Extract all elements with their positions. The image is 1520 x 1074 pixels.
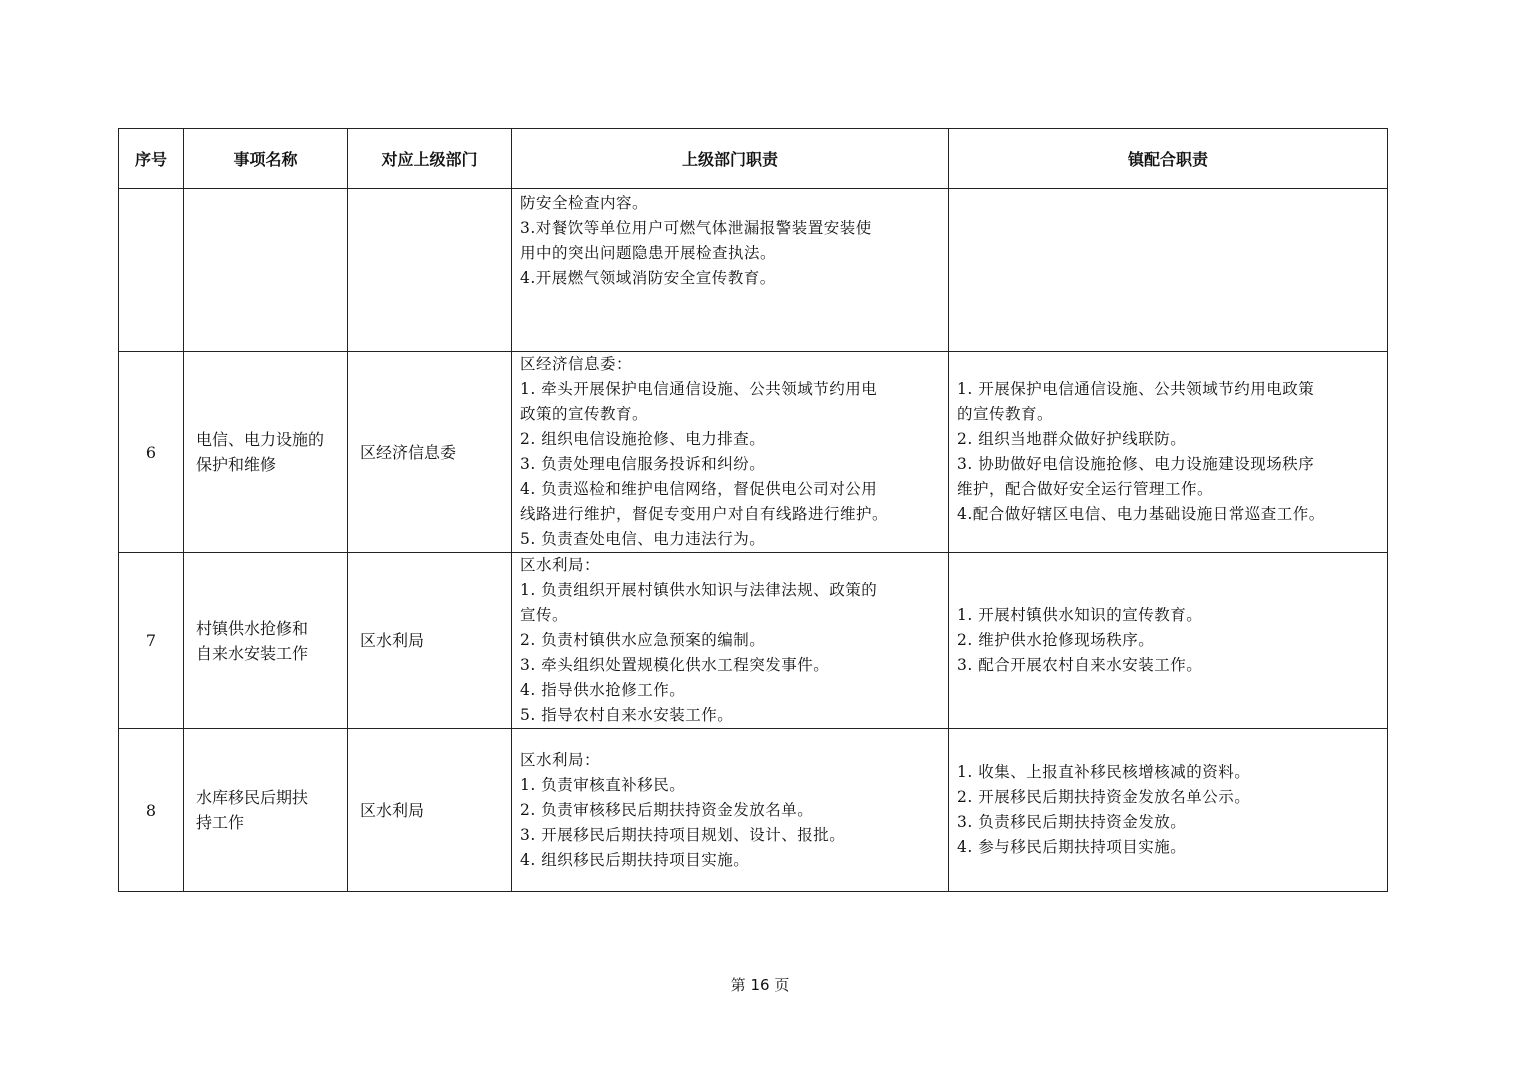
header-dept: 对应上级部门 bbox=[348, 129, 512, 189]
duty-line: 4. 组织移民后期扶持项目实施。 bbox=[520, 850, 750, 869]
duties-table bbox=[118, 128, 1388, 892]
duty-line: 1. 负责审核直补移民。 bbox=[520, 775, 686, 794]
town-line: 4. 参与移民后期扶持项目实施。 bbox=[957, 838, 1187, 856]
dept-cell: 区水利局 bbox=[348, 553, 512, 729]
table-row bbox=[119, 553, 1388, 729]
duty-line: 5. 负责查处电信、电力违法行为。 bbox=[520, 530, 766, 548]
duty-line: 4.开展燃气领域消防安全宣传教育。 bbox=[520, 269, 776, 287]
duty-line: 3. 负责处理电信服务投诉和纠纷。 bbox=[520, 455, 766, 473]
town-cell bbox=[949, 729, 1388, 892]
town-line: 2. 组织当地群众做好护线联防。 bbox=[957, 430, 1187, 448]
duty-line: 1. 负责组织开展村镇供水知识与法律法规、政策的 bbox=[520, 581, 878, 599]
table-row bbox=[119, 189, 1388, 352]
duty-line: 3.对餐饮等单位用户可燃气体泄漏报警装置安装使 bbox=[520, 219, 872, 237]
town-line: 3. 负责移民后期扶持资金发放。 bbox=[957, 813, 1187, 831]
seq-cell: 7 bbox=[119, 553, 184, 729]
town-line: 2. 开展移民后期扶持资金发放名单公示。 bbox=[957, 788, 1251, 806]
duty-line: 2. 组织电信设施抢修、电力排查。 bbox=[520, 430, 766, 448]
duty-line: 3. 开展移民后期扶持项目规划、设计、报批。 bbox=[520, 825, 846, 844]
duty-cell bbox=[512, 729, 949, 892]
town-line: 维护，配合做好安全运行管理工作。 bbox=[957, 480, 1214, 498]
town-line: 1. 收集、上报直补移民核增核减的资料。 bbox=[957, 763, 1251, 781]
dept-cell: 区经济信息委 bbox=[348, 352, 512, 553]
name-cell bbox=[184, 729, 348, 892]
seq-cell: 8 bbox=[119, 729, 184, 892]
dept-cell: 区水利局 bbox=[348, 729, 512, 892]
header-row bbox=[119, 129, 1388, 189]
name-line: 水库移民后期扶 bbox=[196, 788, 309, 807]
table-row bbox=[119, 352, 1388, 553]
town-cell bbox=[949, 553, 1388, 729]
town-line: 4.配合做好辖区电信、电力基础设施日常巡查工作。 bbox=[957, 505, 1325, 523]
town-cell bbox=[949, 352, 1388, 553]
dept-cell bbox=[348, 189, 512, 352]
duty-line: 区水利局： bbox=[520, 750, 601, 769]
header-town: 镇配合职责 bbox=[949, 129, 1388, 189]
duty-line: 2. 负责审核移民后期扶持资金发放名单。 bbox=[520, 800, 814, 819]
page-number bbox=[0, 974, 1520, 995]
header-name: 事项名称 bbox=[184, 129, 348, 189]
name-cell bbox=[184, 189, 348, 352]
page-suffix: 页 bbox=[774, 976, 790, 994]
name-line: 电信、电力设施的 bbox=[196, 430, 325, 449]
name-line: 村镇供水抢修和 bbox=[196, 618, 309, 638]
header-seq: 序号 bbox=[119, 129, 184, 189]
page-prefix: 第 bbox=[730, 976, 746, 994]
duty-cell bbox=[512, 352, 949, 553]
town-line: 3. 协助做好电信设施抢修、电力设施建设现场秩序 bbox=[957, 455, 1315, 473]
duty-line: 区水利局： bbox=[520, 556, 601, 574]
duty-line: 3. 牵头组织处置规模化供水工程突发事件。 bbox=[520, 656, 830, 674]
duty-cell bbox=[512, 189, 949, 352]
duty-line: 防安全检查内容。 bbox=[520, 194, 649, 212]
town-line: 1. 开展保护电信通信设施、公共领域节约用电政策 bbox=[957, 380, 1315, 398]
duty-line: 宣传。 bbox=[520, 606, 569, 624]
header-duty: 上级部门职责 bbox=[512, 129, 949, 189]
seq-cell bbox=[119, 189, 184, 352]
town-line: 的宣传教育。 bbox=[957, 405, 1054, 423]
duty-line: 1. 牵头开展保护电信通信设施、公共领域节约用电 bbox=[520, 380, 878, 398]
seq-cell: 6 bbox=[119, 352, 184, 553]
duty-line: 政策的宣传教育。 bbox=[520, 405, 649, 423]
name-cell bbox=[184, 553, 348, 729]
town-line: 2. 维护供水抢修现场秩序。 bbox=[957, 631, 1155, 649]
town-line: 1. 开展村镇供水知识的宣传教育。 bbox=[957, 606, 1203, 624]
duty-line: 4. 指导供水抢修工作。 bbox=[520, 681, 686, 699]
duty-line: 线路进行维护，督促专变用户对自有线路进行维护。 bbox=[520, 505, 889, 523]
page-number-value: 16 bbox=[750, 976, 770, 994]
duty-line: 用中的突出问题隐患开展检查执法。 bbox=[520, 244, 777, 262]
name-line: 持工作 bbox=[196, 813, 245, 832]
duty-line: 5. 指导农村自来水安装工作。 bbox=[520, 706, 734, 724]
name-line: 保护和维修 bbox=[196, 455, 277, 474]
name-line: 自来水安装工作 bbox=[196, 643, 309, 663]
duty-line: 区经济信息委： bbox=[520, 355, 633, 373]
duty-line: 4. 负责巡检和维护电信网络，督促供电公司对公用 bbox=[520, 480, 878, 498]
name-cell bbox=[184, 352, 348, 553]
town-line: 3. 配合开展农村自来水安装工作。 bbox=[957, 656, 1203, 674]
duty-line: 2. 负责村镇供水应急预案的编制。 bbox=[520, 631, 766, 649]
table-row bbox=[119, 729, 1388, 892]
town-cell bbox=[949, 189, 1388, 352]
duty-cell bbox=[512, 553, 949, 729]
